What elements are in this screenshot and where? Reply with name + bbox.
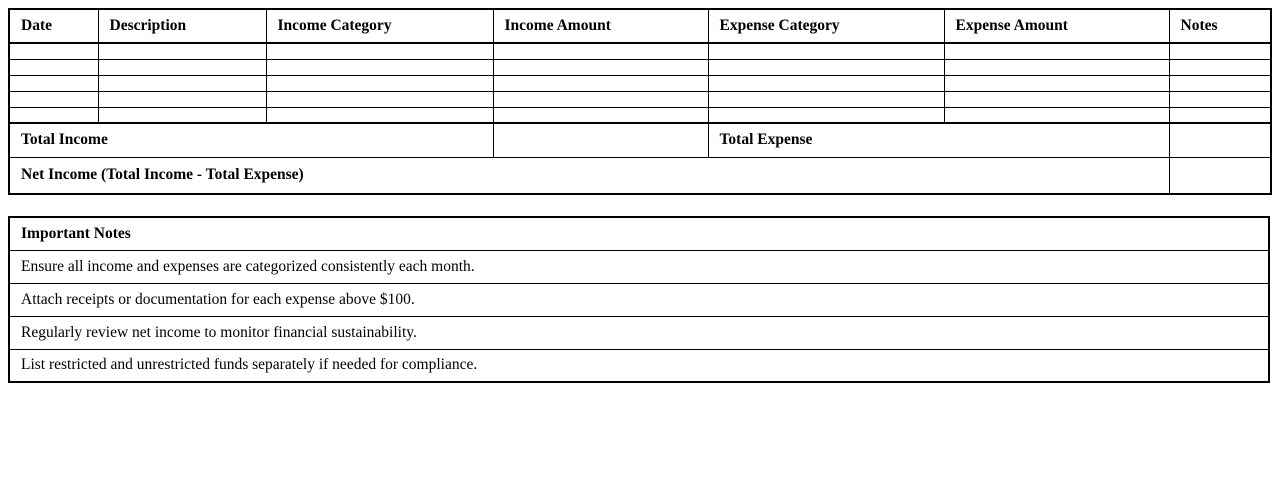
note-row — [9, 316, 1269, 349]
entry-row-1 — [9, 43, 1271, 59]
col-header-expense-category: Expense Category — [708, 9, 944, 43]
cell-expense-amount[interactable] — [944, 75, 1169, 91]
cell-description[interactable] — [98, 75, 266, 91]
entry-row-4 — [9, 91, 1271, 107]
cell-description[interactable] — [98, 43, 266, 59]
notes-header-cell: Important Notes — [9, 217, 1269, 250]
cell-date[interactable] — [9, 75, 98, 91]
total-income-label-cell: Total Income — [9, 123, 493, 157]
cell-expense-category[interactable] — [708, 75, 944, 91]
total-expense-label-cell: Total Expense — [708, 123, 1169, 157]
cell-date[interactable] — [9, 91, 98, 107]
cell-expense-amount[interactable] — [944, 107, 1169, 123]
entry-row-2 — [9, 59, 1271, 75]
col-header-notes: Notes — [1169, 9, 1271, 43]
cell-notes[interactable] — [1169, 75, 1271, 91]
col-header-date: Date — [9, 9, 98, 43]
cell-date[interactable] — [9, 107, 98, 123]
cell-income-category[interactable] — [266, 91, 493, 107]
cell-income-amount[interactable] — [493, 107, 708, 123]
cell-income-category[interactable] — [266, 59, 493, 75]
entry-row-5 — [9, 107, 1271, 123]
cell-income-category[interactable] — [266, 107, 493, 123]
cell-date[interactable] — [9, 59, 98, 75]
cell-income-amount[interactable] — [493, 59, 708, 75]
net-income-value-cell[interactable] — [1169, 157, 1271, 194]
cell-description[interactable] — [98, 91, 266, 107]
note-row — [9, 283, 1269, 316]
net-income-label-cell: Net Income (Total Income - Total Expense) — [9, 157, 1169, 194]
cell-date[interactable] — [9, 43, 98, 59]
cell-income-amount[interactable] — [493, 75, 708, 91]
note-cell: Attach receipts or documentation for each expense above $100. — [9, 283, 1269, 316]
notes-header-row — [9, 217, 1269, 250]
cell-income-amount[interactable] — [493, 43, 708, 59]
cell-notes[interactable] — [1169, 107, 1271, 123]
total-row-notes-cell[interactable] — [1169, 123, 1271, 157]
cell-expense-amount[interactable] — [944, 43, 1169, 59]
col-header-income-category: Income Category — [266, 9, 493, 43]
important-notes-table — [8, 216, 1270, 383]
cell-expense-category[interactable] — [708, 91, 944, 107]
cell-income-category[interactable] — [266, 43, 493, 59]
cell-income-category[interactable] — [266, 75, 493, 91]
net-income-row — [9, 157, 1271, 194]
col-header-expense-amount: Expense Amount — [944, 9, 1169, 43]
entry-row-3 — [9, 75, 1271, 91]
note-row — [9, 250, 1269, 283]
cell-description[interactable] — [98, 59, 266, 75]
budget-table — [8, 8, 1272, 195]
note-cell: List restricted and unrestricted funds separately if needed for compliance. — [9, 349, 1269, 382]
note-cell: Ensure all income and expenses are categorized consistently each month. — [9, 250, 1269, 283]
cell-expense-category[interactable] — [708, 59, 944, 75]
cell-expense-amount[interactable] — [944, 59, 1169, 75]
col-header-income-amount: Income Amount — [493, 9, 708, 43]
total-income-value-cell[interactable] — [493, 123, 708, 157]
note-cell: Regularly review net income to monitor financial sustainability. — [9, 316, 1269, 349]
cell-notes[interactable] — [1169, 59, 1271, 75]
cell-expense-category[interactable] — [708, 43, 944, 59]
cell-description[interactable] — [98, 107, 266, 123]
col-header-description: Description — [98, 9, 266, 43]
budget-header-row — [9, 9, 1271, 43]
totals-row — [9, 123, 1271, 157]
cell-notes[interactable] — [1169, 91, 1271, 107]
cell-expense-amount[interactable] — [944, 91, 1169, 107]
note-row — [9, 349, 1269, 382]
cell-income-amount[interactable] — [493, 91, 708, 107]
cell-notes[interactable] — [1169, 43, 1271, 59]
cell-expense-category[interactable] — [708, 107, 944, 123]
